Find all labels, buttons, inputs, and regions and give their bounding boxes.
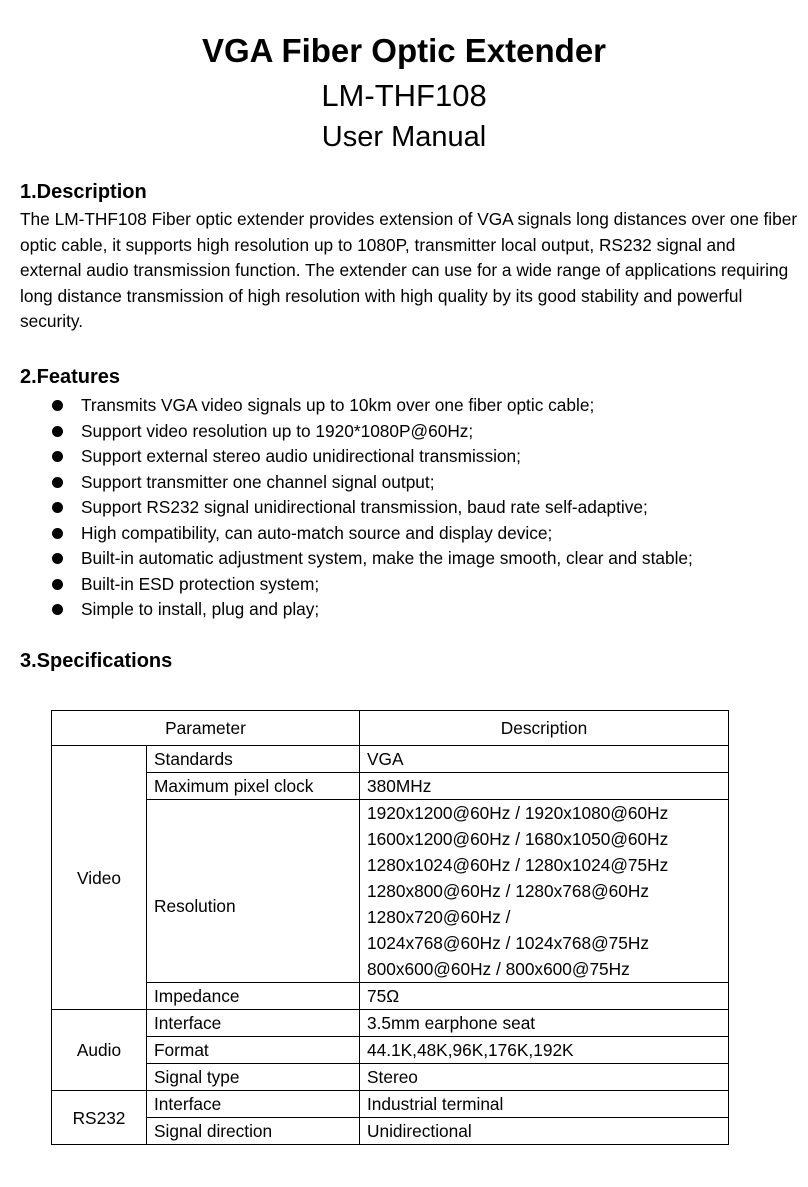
- features-list: [52, 393, 693, 623]
- table-row: [52, 1064, 729, 1091]
- resolution-line: 800x600@60Hz / 800x600@75Hz: [367, 959, 630, 979]
- feature-text: Built-in ESD protection system;: [81, 573, 320, 594]
- description-text: The LM-THF108 Fiber optic extender provides extension of VGA signals long distances over one fiber optic cable, it supports high resolution up to 1080P, transmitter local output, RS232 signal and external audio transmission function. The extender can use for a wide range of applications requiring long distance transmission of high resolution with high quality by its good stability and powerful security.: [20, 209, 798, 332]
- resolution-value-cell: [360, 800, 729, 983]
- param-cell: Resolution: [147, 800, 360, 983]
- value-cell: 3.5mm earphone seat: [360, 1010, 729, 1037]
- bullet-icon: [52, 451, 63, 462]
- specifications-table: [51, 710, 729, 1145]
- feature-item: [52, 470, 693, 496]
- feature-text: Support external stereo audio unidirectional transmission;: [81, 446, 521, 466]
- param-cell: Interface: [147, 1091, 360, 1118]
- audio-group-cell: Audio: [52, 1010, 147, 1091]
- rs232-group-cell: RS232: [52, 1091, 147, 1145]
- feature-text: Simple to install, plug and play;: [81, 599, 320, 619]
- bullet-icon: [52, 400, 63, 411]
- value-cell: 75Ω: [360, 983, 729, 1010]
- feature-text: High compatibility, can auto-match source and display device;: [81, 522, 553, 543]
- document-title: VGA Fiber Optic Extender: [201, 32, 607, 69]
- description-column-header: Description: [360, 711, 729, 746]
- feature-item: [52, 495, 693, 521]
- value-cell: Industrial terminal: [360, 1091, 729, 1118]
- feature-item: [52, 419, 693, 445]
- bullet-icon: [52, 502, 63, 513]
- param-cell: Signal direction: [147, 1118, 360, 1145]
- table-row: [52, 773, 729, 800]
- model-number: LM-THF108: [321, 78, 487, 113]
- bullet-icon: [52, 426, 63, 437]
- table-row: [52, 1010, 729, 1037]
- parameter-column-header: Parameter: [52, 711, 360, 746]
- param-cell: Standards: [147, 746, 360, 773]
- bullet-icon: [52, 528, 63, 539]
- bullet-icon: [52, 553, 63, 564]
- feature-text: Built-in automatic adjustment system, make the image smooth, clear and stable;: [81, 548, 693, 568]
- table-row: [52, 746, 729, 773]
- table-row: [52, 1091, 729, 1118]
- feature-item: [52, 546, 693, 572]
- feature-text: Support RS232 signal unidirectional transmission, baud rate self-adaptive;: [81, 497, 648, 517]
- feature-item: [52, 444, 693, 470]
- param-cell: Format: [147, 1037, 360, 1064]
- value-cell: 44.1K,48K,96K,176K,192K: [360, 1037, 729, 1064]
- feature-item: [52, 572, 693, 598]
- resolution-line: 1280x1024@60Hz / 1280x1024@75Hz: [367, 855, 669, 875]
- param-cell: Signal type: [147, 1064, 360, 1091]
- description-heading: 1.Description: [20, 181, 147, 203]
- bullet-icon: [52, 579, 63, 590]
- param-cell: Interface: [147, 1010, 360, 1037]
- video-group-cell: Video: [52, 746, 147, 1010]
- feature-item: [52, 521, 693, 547]
- features-heading: 2.Features: [20, 366, 121, 388]
- document-subtitle: User Manual: [321, 121, 487, 153]
- feature-item: [52, 393, 693, 419]
- resolution-line: 1920x1200@60Hz / 1920x1080@60Hz: [367, 803, 669, 823]
- bullet-icon: [52, 477, 63, 488]
- table-row: [52, 1037, 729, 1064]
- feature-text: Support video resolution up to 1920*1080P@60Hz;: [81, 420, 474, 441]
- table-row: [52, 800, 729, 983]
- value-cell: Stereo: [360, 1064, 729, 1091]
- value-cell: VGA: [360, 746, 729, 773]
- resolution-line: 1280x800@60Hz / 1280x768@60Hz: [367, 881, 650, 901]
- resolution-line: 1600x1200@60Hz / 1680x1050@60Hz: [367, 829, 669, 849]
- param-cell: Maximum pixel clock: [147, 773, 360, 800]
- table-row: [52, 983, 729, 1010]
- param-cell: Impedance: [147, 983, 360, 1010]
- feature-text: Transmits VGA video signals up to 10km over one fiber optic cable;: [81, 395, 595, 415]
- resolution-line: 1024x768@60Hz / 1024x768@75Hz: [367, 933, 650, 953]
- resolution-line: 1280x720@60Hz /: [367, 907, 511, 927]
- feature-text: Support transmitter one channel signal output;: [81, 471, 435, 492]
- value-cell: Unidirectional: [360, 1118, 729, 1145]
- bullet-icon: [52, 604, 63, 615]
- value-cell: 380MHz: [360, 773, 729, 800]
- specifications-heading: 3.Specifications: [20, 650, 173, 672]
- feature-item: [52, 597, 693, 623]
- table-header-row: [52, 711, 729, 746]
- table-row: [52, 1118, 729, 1145]
